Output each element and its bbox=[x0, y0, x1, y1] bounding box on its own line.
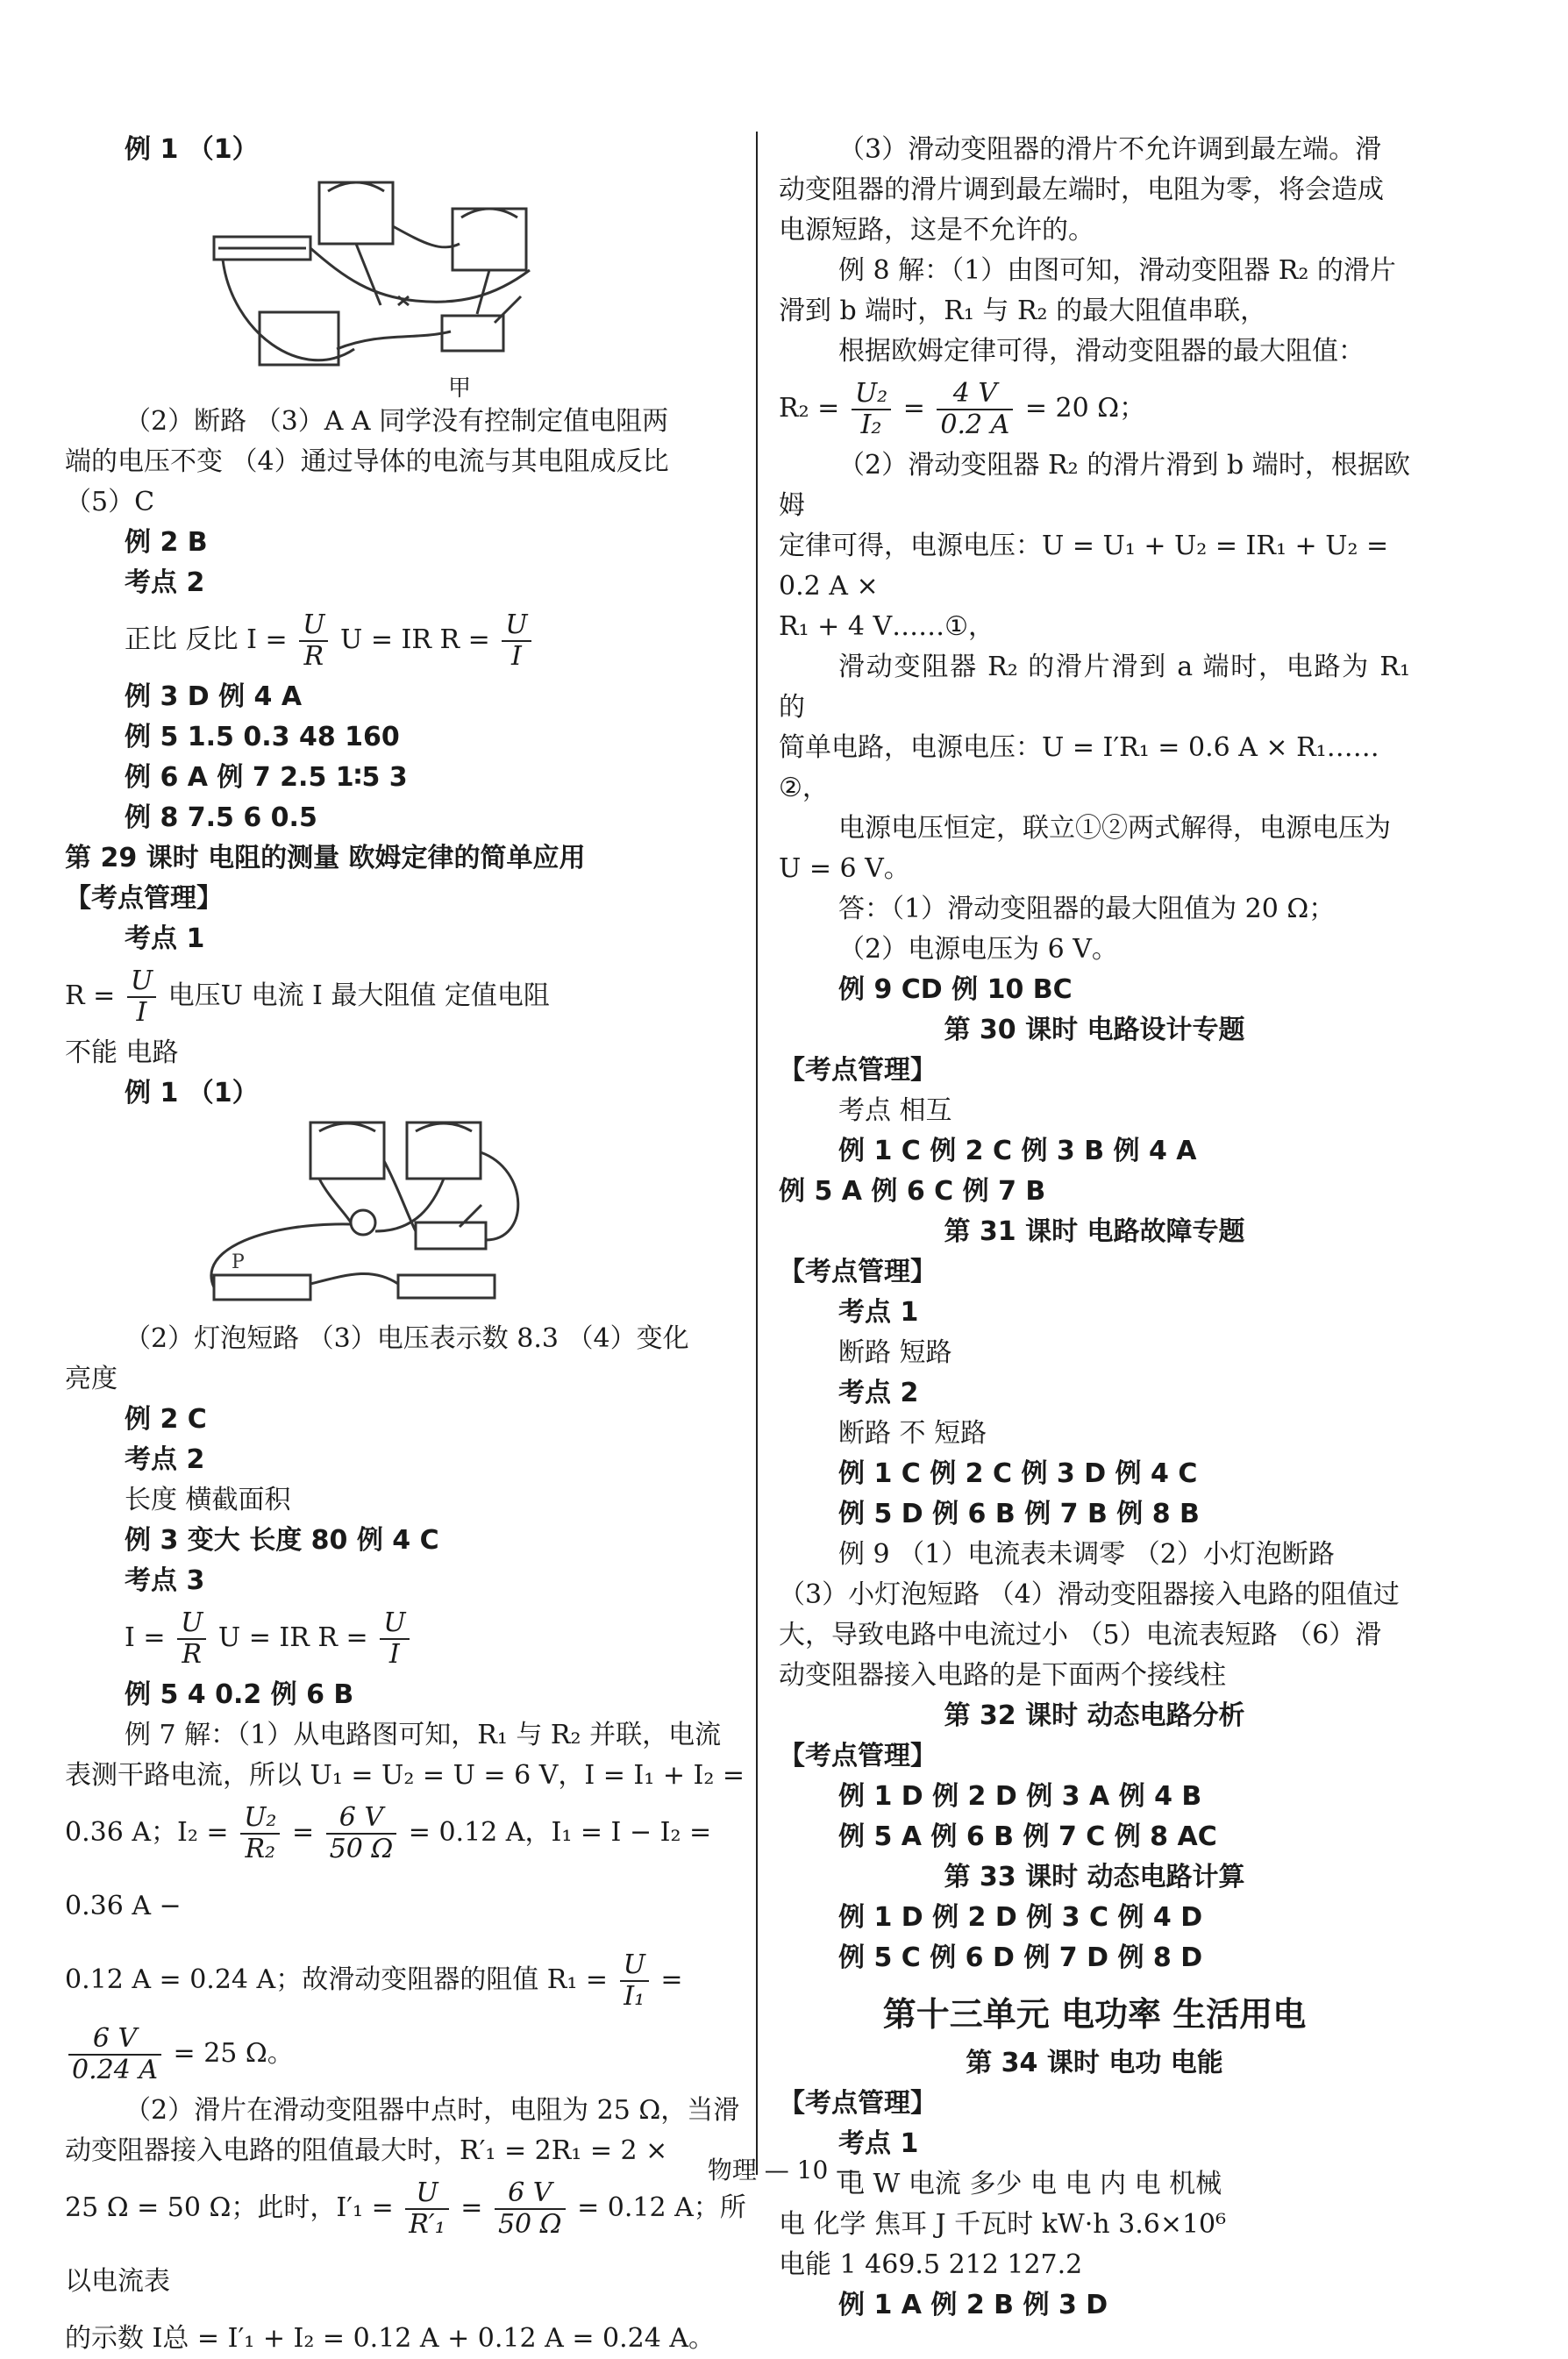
solution-formula bbox=[65, 2017, 749, 2091]
answer-line: 例 9 （1）电流表未调零 （2）小灯泡断路 bbox=[838, 1539, 1335, 1570]
formula-text: 0.12 A = 0.24 A；故滑动变阻器的阻值 R₁ = bbox=[65, 1964, 609, 1995]
solution-line: 的示数 I总 = I′₁ + I₂ = 0.12 A + 0.12 A = 0.24 A。 bbox=[65, 2323, 715, 2354]
answer-row: 例 5 4 0.2 例 6 B bbox=[125, 1679, 354, 1710]
answer-row: 例 5 D 例 6 B 例 7 B 例 8 B bbox=[838, 1499, 1200, 1529]
fraction: $\frac{6 V}{50 \Omega}$ bbox=[326, 1803, 397, 1864]
formula-text: = bbox=[660, 1964, 683, 1995]
answer-line: （2）断路 （3）A A 同学没有控制定值电阻两 bbox=[125, 406, 669, 437]
kaodian-heading: 考点 1 bbox=[838, 1297, 919, 1328]
formula-text: 0.36 A；I₂ = bbox=[65, 1817, 229, 1848]
example-label: 例 2 B bbox=[125, 527, 208, 558]
kaodian-heading: 考点 1 bbox=[125, 923, 205, 954]
right-column bbox=[779, 130, 1410, 2326]
kaodian-heading: 考点 2 bbox=[125, 1444, 205, 1475]
example-label: 例 2 C bbox=[125, 1404, 207, 1435]
fraction: $\frac{6 V}{50 \Omega}$ bbox=[495, 2178, 566, 2240]
solution-line: 电源短路，这是不允许的。 bbox=[779, 215, 1094, 246]
answer-line: 不能 电路 bbox=[65, 1037, 179, 1068]
solution-line: 动变阻器的滑片调到最左端时，电阻为零，将会造成 bbox=[779, 175, 1384, 205]
solution-line: U = 6 V。 bbox=[779, 853, 910, 884]
lesson-title: 第 32 课时 动态电路分析 bbox=[944, 1700, 1245, 1731]
lesson-title: 第 34 课时 电功 电能 bbox=[966, 2048, 1223, 2078]
answer-line: 大，导致电路中电流过小 （5）电流表短路 （6）滑 bbox=[779, 1620, 1382, 1650]
example-label: 例 1 （1） bbox=[125, 1078, 259, 1108]
answer-line: （3）小灯泡短路 （4）滑动变阻器接入电路的阻值过 bbox=[779, 1579, 1400, 1610]
formula-text: = bbox=[460, 2192, 483, 2223]
formula-text: R = bbox=[65, 980, 116, 1011]
solution-line: 答：（1）滑动变阻器的最大阻值为 20 Ω； bbox=[838, 894, 1336, 924]
solution-line: 例 7 解：（1）从电路图可知，R₁ 与 R₂ 并联，电流 bbox=[125, 1720, 722, 1750]
lesson-title: 第 30 课时 电路设计专题 bbox=[944, 1015, 1245, 1045]
fraction: $\frac{U}{I}$ bbox=[127, 966, 156, 1028]
answer-line: 电 化学 焦耳 J 千瓦时 kW·h 3.6×10⁶ bbox=[779, 2209, 1227, 2240]
formula-text: = 25 Ω。 bbox=[173, 2038, 294, 2069]
answer-line: 亮度 bbox=[65, 1364, 118, 1394]
formula-text: = 0.12 A；所以电流表 bbox=[65, 2192, 746, 2297]
lesson-title: 第 33 课时 动态电路计算 bbox=[944, 1862, 1245, 1892]
answer-line: 长度 横截面积 bbox=[125, 1485, 291, 1515]
formula-text: U = IR R = bbox=[217, 1622, 368, 1653]
lesson-title: 第 29 课时 电阻的测量 欧姆定律的简单应用 bbox=[65, 843, 586, 873]
answer-line: （2）灯泡短路 （3）电压表示数 8.3 （4）变化 bbox=[125, 1323, 689, 1354]
formula-text: I = bbox=[125, 1622, 166, 1653]
section-heading: 【考点管理】 bbox=[779, 1741, 937, 1771]
section-heading: 【考点管理】 bbox=[779, 1055, 937, 1086]
page-footer: 物理 — 10 — bbox=[707, 2156, 861, 2184]
figure-caption: 甲 bbox=[447, 375, 471, 402]
answer-line: （5）C bbox=[65, 487, 155, 517]
solution-line: 表测干路电流，所以 U₁ = U₂ = U = 6 V，I = I₁ + I₂ = bbox=[65, 1760, 745, 1791]
fraction: $\frac{U}{\text{I₁}}$ bbox=[620, 1950, 649, 2012]
circuit-diagram-measurement bbox=[196, 1117, 600, 1319]
answer-line: 电能 1 469.5 212 127.2 bbox=[779, 2249, 1083, 2280]
answer-row: 例 5 C 例 6 D 例 7 D 例 8 D bbox=[838, 1942, 1203, 1973]
answer-line: 动变阻器接入电路的是下面两个接线柱 bbox=[779, 1660, 1226, 1691]
section-heading: 【考点管理】 bbox=[65, 883, 223, 914]
section-heading: 【考点管理】 bbox=[779, 1257, 937, 1287]
left-column bbox=[65, 130, 749, 2359]
formula-line bbox=[65, 603, 749, 677]
answer-row: 例 5 A 例 6 B 例 7 C 例 8 AC bbox=[838, 1821, 1217, 1852]
formula-text: = bbox=[902, 393, 925, 424]
formula-text: = 0.12 A，I₁ = I − I₂ = 0.36 A − bbox=[65, 1817, 712, 1921]
solution-line: 定律可得，电源电压：U = U₁ + U₂ = IR₁ + U₂ = 0.2 A × bbox=[779, 531, 1389, 602]
unit-title: 第十三单元 电功率 生活用电 bbox=[882, 1995, 1307, 2034]
solution-line: 根据欧姆定律可得，滑动变阻器的最大阻值： bbox=[838, 336, 1365, 367]
solution-line: （2）电源电压为 6 V。 bbox=[838, 934, 1118, 965]
solution-line: R₁ + 4 V……①， bbox=[779, 611, 995, 642]
answer-row: 例 3 D 例 4 A bbox=[125, 681, 303, 712]
fraction: $\frac{U}{I}$ bbox=[380, 1608, 409, 1670]
fraction: $\frac{U}{R}$ bbox=[177, 1608, 206, 1670]
fraction: $\frac{U}{\text{R′₁}}$ bbox=[405, 2178, 448, 2240]
kaodian-heading: 考点 1 bbox=[838, 2128, 919, 2159]
fraction: $\frac{6 V}{0.24 A}$ bbox=[68, 2024, 161, 2085]
answer-row: 例 6 A 例 7 2.5 1∶5 3 bbox=[125, 762, 408, 793]
formula-text: U = IR R = bbox=[340, 624, 490, 655]
solution-line: （2）滑片在滑动变阻器中点时，电阻为 25 Ω，当滑 bbox=[125, 2095, 740, 2126]
answer-row: 例 1 C 例 2 C 例 3 B 例 4 A bbox=[838, 1136, 1197, 1166]
solution-line: （2）滑动变阻器 R₂ 的滑片滑到 b 端时，根据欧姆 bbox=[779, 450, 1410, 521]
formula-text: 25 Ω = 50 Ω；此时，I′₁ = bbox=[65, 2192, 394, 2223]
formula-line bbox=[65, 959, 749, 1033]
answer-line: 电 W 电流 多少 电 电 内 电 机械 bbox=[838, 2169, 1222, 2199]
solution-line: 动变阻器接入电路的阻值最大时，R′₁ = 2R₁ = 2 × bbox=[65, 2135, 668, 2166]
example-label: 例 1 （1） bbox=[125, 134, 259, 165]
answer-row: 例 1 D 例 2 D 例 3 A 例 4 B bbox=[838, 1781, 1202, 1812]
svg-text:P: P bbox=[232, 1251, 245, 1273]
solution-line: 简单电路，电源电压：U = I′R₁ = 0.6 A × R₁……②， bbox=[779, 732, 1379, 803]
kaodian-heading: 考点 2 bbox=[125, 567, 205, 598]
solution-formula bbox=[65, 2171, 749, 2319]
solution-line: （3）滑动变阻器的滑片不允许调到最左端。滑 bbox=[838, 134, 1382, 165]
formula-text: 正比 反比 I = bbox=[125, 624, 288, 655]
column-divider bbox=[756, 132, 758, 2175]
circuit-diagram-jia bbox=[196, 174, 600, 375]
formula-text: = 20 Ω； bbox=[1024, 393, 1146, 424]
solution-line: 滑到 b 端时，R₁ 与 R₂ 的最大阻值串联， bbox=[779, 296, 1267, 326]
fraction: $\frac{U}{R}$ bbox=[299, 610, 328, 672]
formula-text: R₂ = bbox=[779, 393, 840, 424]
solution-formula bbox=[65, 1943, 749, 2017]
answer-row: 例 8 7.5 6 0.5 bbox=[125, 802, 317, 833]
solution-formula bbox=[65, 1796, 749, 1943]
section-heading: 【考点管理】 bbox=[779, 2088, 937, 2119]
kaodian-heading: 考点 3 bbox=[125, 1565, 205, 1596]
answer-line: 考点 相互 bbox=[838, 1095, 952, 1126]
answer-row: 例 1 C 例 2 C 例 3 D 例 4 C bbox=[838, 1458, 1198, 1489]
answer-row: 例 1 D 例 2 D 例 3 C 例 4 D bbox=[838, 1902, 1203, 1933]
answer-line: 断路 短路 bbox=[838, 1337, 952, 1368]
answer-line: 断路 不 短路 bbox=[838, 1418, 987, 1449]
solution-line: 滑动变阻器 R₂ 的滑片滑到 a 端时，电路为 R₁ 的 bbox=[779, 652, 1410, 723]
solution-line: 电源电压恒定，联立①②两式解得，电源电压为 bbox=[838, 813, 1391, 844]
answer-row: 例 3 变大 长度 80 例 4 C bbox=[125, 1525, 439, 1556]
fraction: $\frac{4 V}{0.2 A}$ bbox=[937, 379, 1013, 440]
formula-text: = bbox=[291, 1817, 315, 1848]
fraction: $\frac{U}{I}$ bbox=[502, 610, 531, 672]
lesson-title: 第 31 课时 电路故障专题 bbox=[944, 1216, 1245, 1247]
answer-row: 例 5 1.5 0.3 48 160 bbox=[125, 722, 400, 752]
answer-line: 端的电压不变 （4）通过导体的电流与其电阻成反比 bbox=[65, 446, 669, 477]
answer-row: 例 1 A 例 2 B 例 3 D bbox=[838, 2290, 1108, 2320]
formula-line bbox=[65, 1601, 749, 1675]
kaodian-heading: 考点 2 bbox=[838, 1378, 919, 1408]
solution-line: 例 8 解：（1）由图可知，滑动变阻器 R₂ 的滑片 bbox=[838, 255, 1396, 286]
fraction: $\frac{\text{U₂}}{\text{I₂}}$ bbox=[852, 379, 891, 440]
solution-formula bbox=[779, 372, 1410, 445]
answer-row: 例 9 CD 例 10 BC bbox=[838, 974, 1073, 1005]
answer-row: 例 5 A 例 6 C 例 7 B bbox=[779, 1176, 1046, 1207]
fraction: $\frac{\text{U₂}}{\text{R₂}}$ bbox=[240, 1803, 280, 1864]
formula-text: 电压U 电流 I 最大阻值 定值电阻 bbox=[167, 980, 550, 1011]
